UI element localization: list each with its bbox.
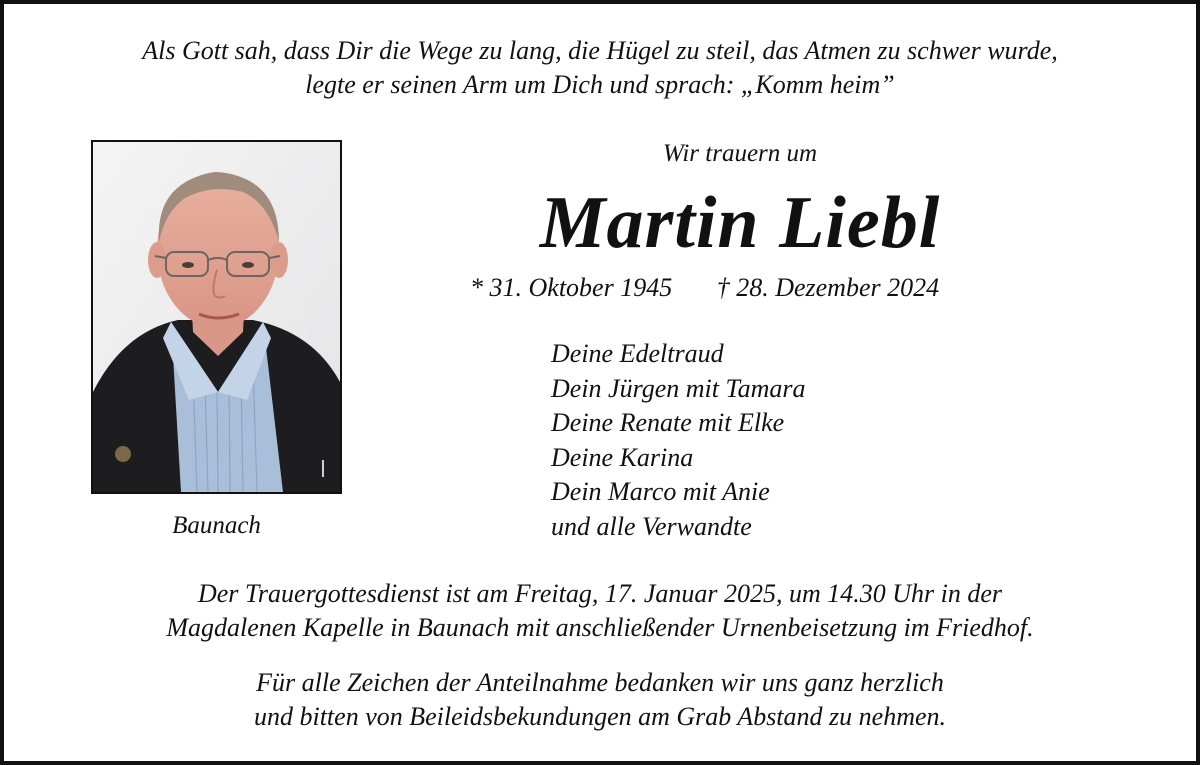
mourner-item: und alle Verwandte [551,511,752,541]
portrait-illustration [93,142,340,492]
mourner-item: Dein Marco mit Anie [551,477,770,506]
mourner-item: Deine Edeltraud [551,339,724,368]
mourner-item: Dein Jürgen mit Tamara [551,373,806,403]
thanks-line-2: und bitten von Beileidsbekundungen am Grab Abstand zu nehmen. [253,702,947,731]
portrait-photo [91,140,342,494]
service-info [0,577,1200,645]
place-label: Baunach [172,512,261,539]
death-date: † 28. Dezember 2024 [716,273,940,302]
service-line-1: Der Trauergottesdienst ist am Freitag, 17. Januar 2025, um 14.30 Uhr in der [197,579,1003,608]
birth-date: * 31. Oktober 1945 [470,273,673,302]
quote-line-2: legte er seinen Arm um Dich und sprach: „Komm heim” [305,70,895,99]
mourner-item: Deine Karina [551,442,694,472]
mourner-item: Deine Renate mit Elke [551,408,785,437]
deceased-name: Martin Liebl [539,182,941,264]
service-line-2: Magdalenen Kapelle in Baunach mit anschließender Urnenbeisetzung im Friedhof. [166,613,1034,642]
intro-text: Wir trauern um [662,140,818,167]
life-dates [470,273,1030,303]
quote-line-1: Als Gott sah, dass Dir die Wege zu lang, die Hügel zu steil, das Atmen zu schwer wurde, [142,36,1058,65]
thanks-line-1: Für alle Zeichen der Anteilnahme bedanken wir uns ganz herzlich [256,668,944,697]
thanks-text [0,666,1200,734]
opening-quote [0,34,1200,102]
mourners-list [551,337,805,544]
